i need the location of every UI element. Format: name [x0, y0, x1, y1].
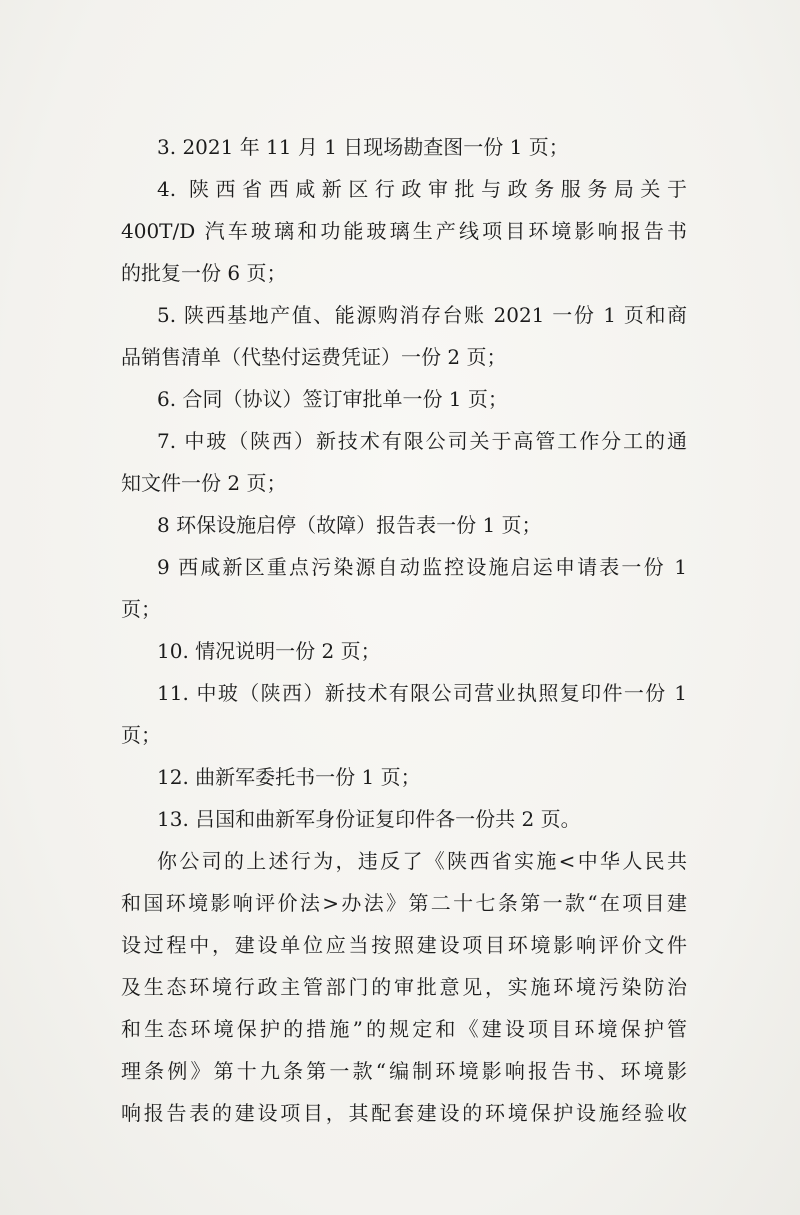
list-item-12: 12. 曲新军委托书一份 1 页；	[157, 765, 421, 789]
paragraph-line-1: 你公司的上述行为，违反了《陕西省实施<中华人民共	[157, 849, 687, 873]
list-item-5-line-2: 品销售清单（代垫付运费凭证）一份 2 页；	[121, 345, 507, 369]
paragraph-line-7: 响报告表的建设项目，其配套建设的环境保护设施经验收	[121, 1101, 687, 1125]
list-item-9-line-2: 页；	[121, 597, 161, 621]
list-item-3: 3. 2021 年 11 月 1 日现场勘查图一份 1 页；	[157, 135, 569, 159]
list-item-11-line-2: 页；	[121, 723, 161, 747]
list-item-13: 13. 吕国和曲新军身份证复印件各一份共 2 页。	[157, 807, 581, 831]
list-item-7-line-2: 知文件一份 2 页；	[121, 471, 287, 495]
list-item-5-line-1: 5. 陕西基地产值、能源购消存台账 2021 一份 1 页和商	[157, 303, 687, 327]
paragraph-line-4: 及生态环境行政主管部门的审批意见，实施环境污染防治	[121, 975, 687, 999]
paragraph-line-6: 理条例》第十九条第一款“编制环境影响报告书、环境影	[121, 1059, 687, 1083]
list-item-4-line-2: 400T/D 汽车玻璃和功能玻璃生产线项目环境影响报告书	[121, 219, 687, 243]
list-item-8: 8 环保设施启停（故障）报告表一份 1 页；	[157, 513, 542, 537]
list-item-6: 6. 合同（协议）签订审批单一份 1 页；	[157, 387, 508, 411]
list-item-10: 10. 情况说明一份 2 页；	[157, 639, 381, 663]
list-item-7-line-1: 7. 中玻（陕西）新技术有限公司关于高管工作分工的通	[157, 429, 687, 453]
paragraph-line-2: 和国环境影响评价法>办法》第二十七条第一款“在项目建	[121, 891, 687, 915]
list-item-9-line-1: 9 西咸新区重点污染源自动监控设施启运申请表一份 1	[157, 555, 687, 579]
list-item-4-line-3: 的批复一份 6 页；	[121, 261, 287, 285]
list-item-11-line-1: 11. 中玻（陕西）新技术有限公司营业执照复印件一份 1	[157, 681, 687, 705]
paragraph-line-5: 和生态环境保护的措施”的规定和《建设项目环境保护管	[121, 1017, 687, 1041]
list-item-4-line-1: 4. 陕西省西咸新区行政审批与政务服务局关于	[157, 177, 687, 201]
paragraph-line-3: 设过程中，建设单位应当按照建设项目环境影响评价文件	[121, 933, 687, 957]
